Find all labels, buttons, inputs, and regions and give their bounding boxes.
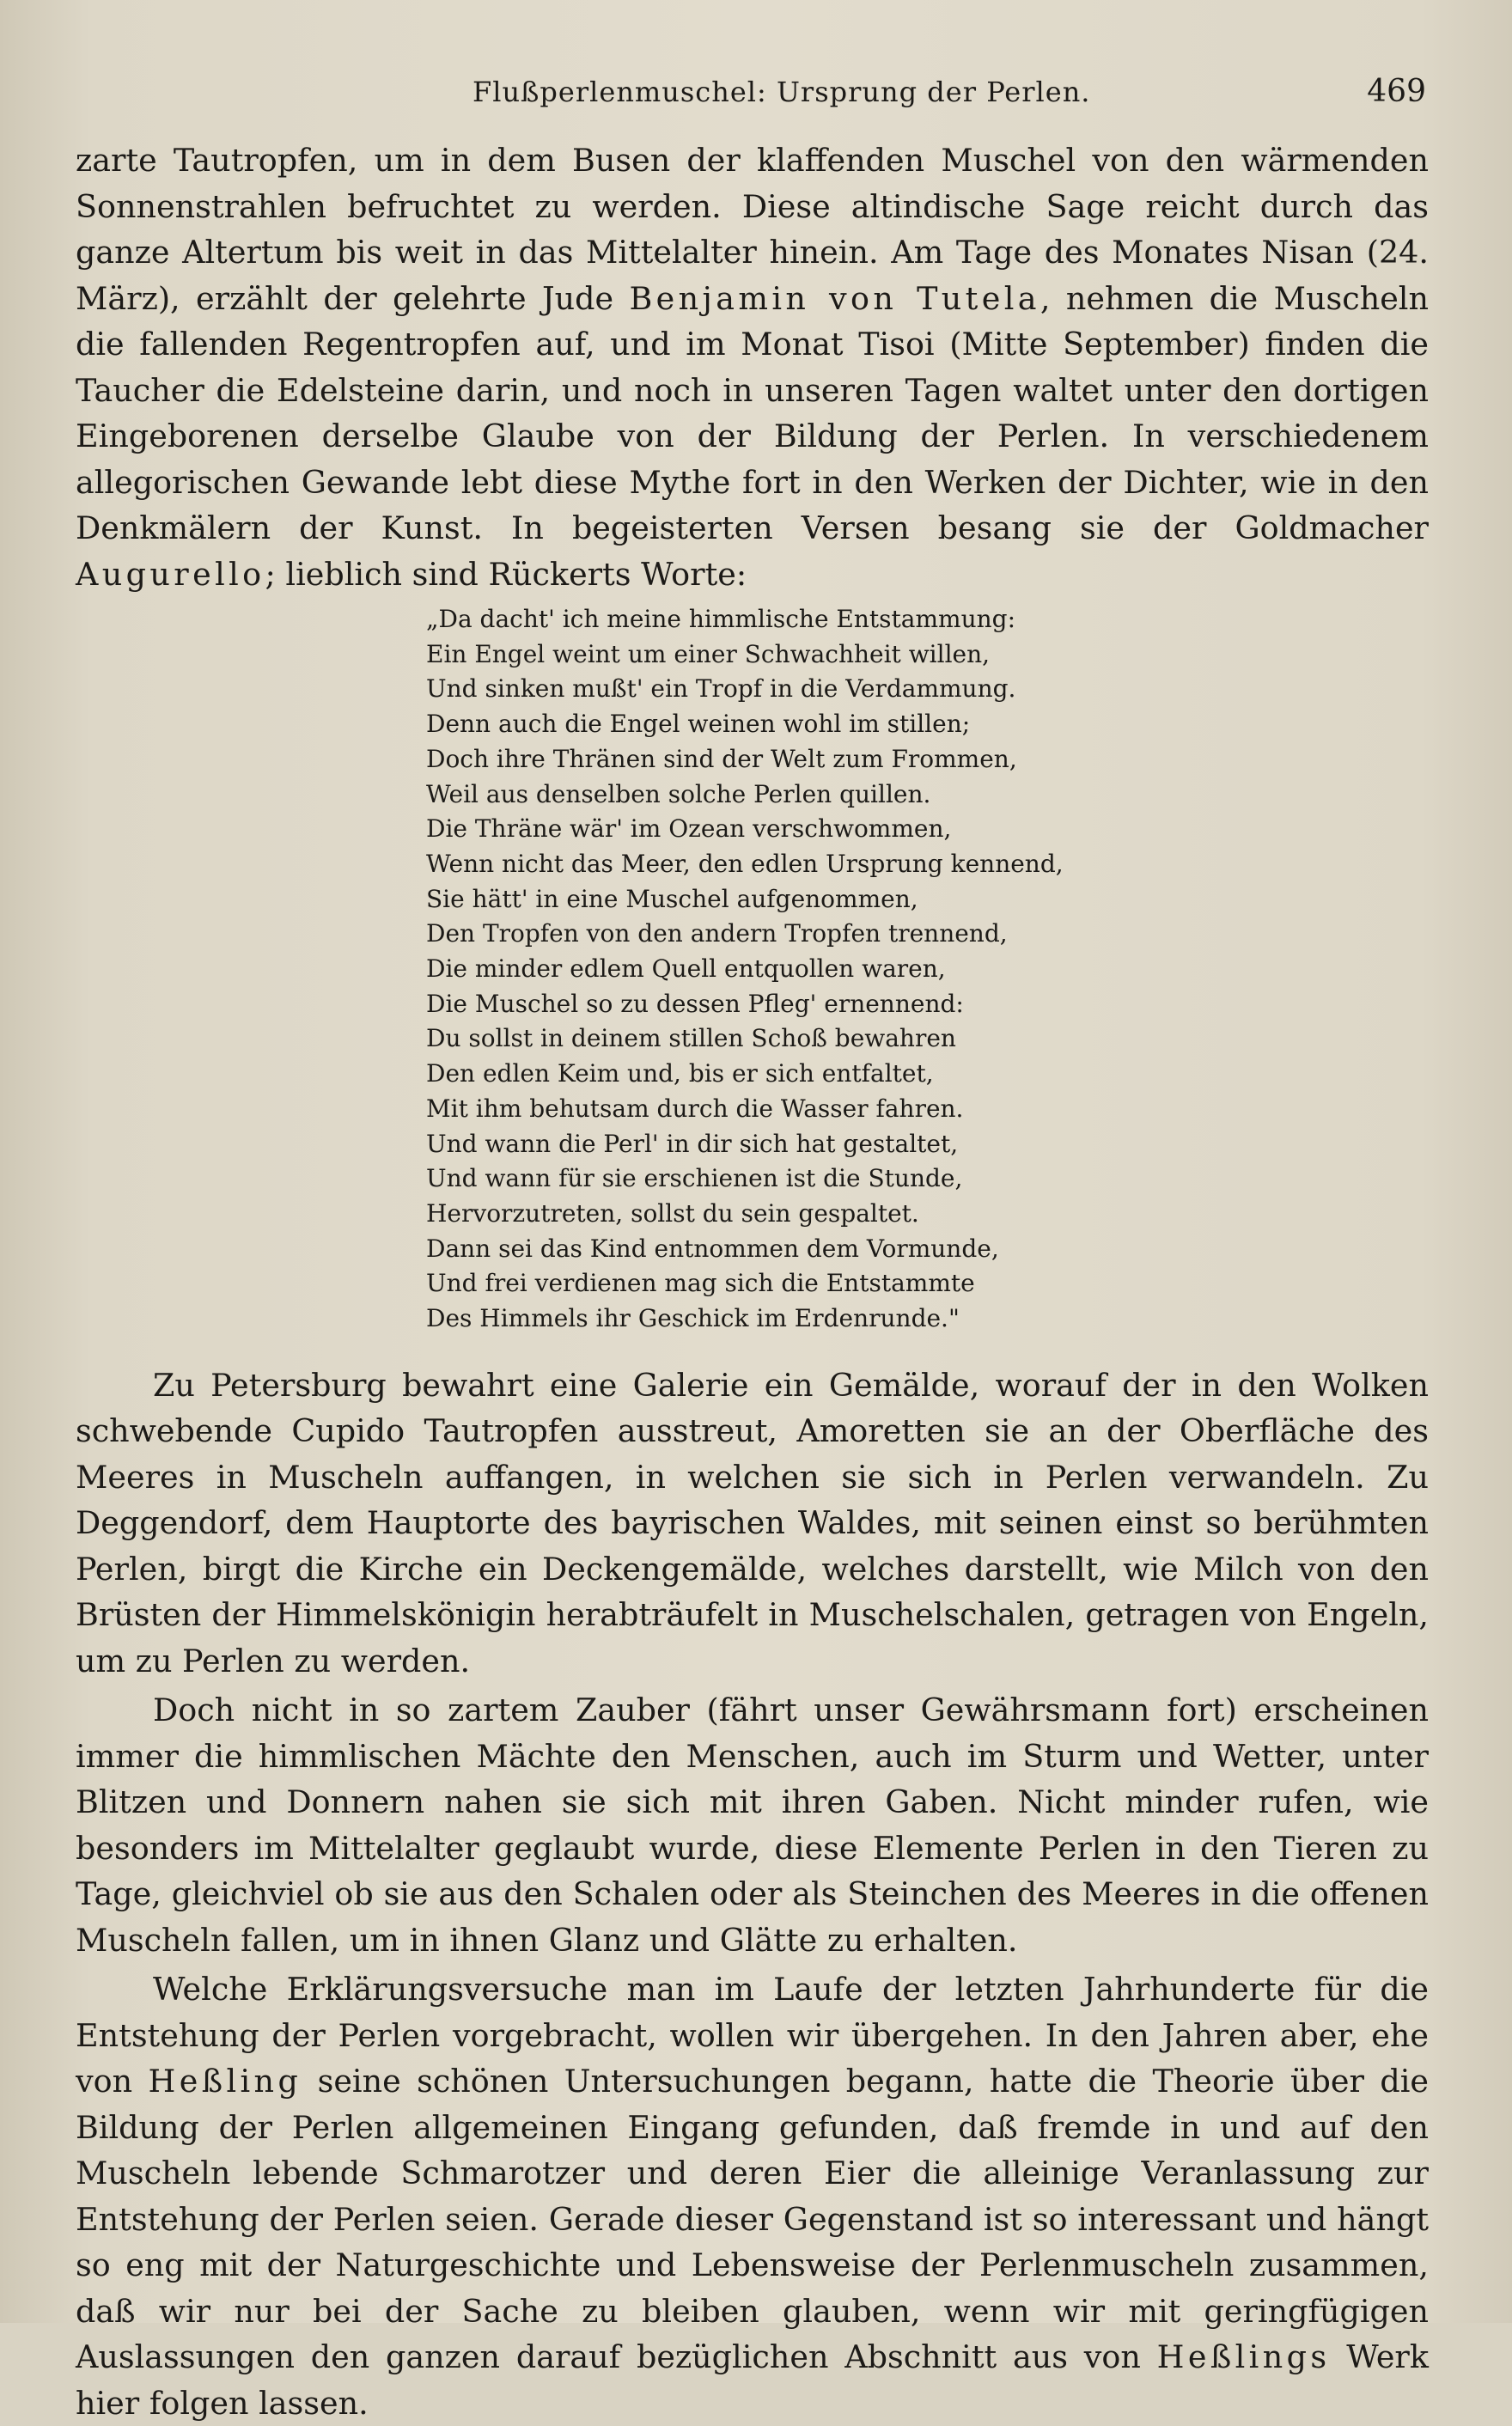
poem-line: Ein Engel weint um einer Schwachheit willen, bbox=[426, 639, 991, 668]
poem-line: Die minder edlem Quell entquollen waren, bbox=[426, 954, 946, 984]
poem-line: Den Tropfen von den andern Tropfen trennend, bbox=[426, 919, 1008, 948]
paragraph-intro bbox=[76, 137, 1429, 597]
paragraph-text: , nehmen die Muscheln die fallenden Regentropfen auf, und im Monat Tisoi (Mitte September) finden die Taucher die Edelsteine darin, und noch in unseren Tagen waltet unter den dortigen Eingeborenen derselbe Glaube von der Bildung der Perlen. In verschiedenem allegorischen Gewande lebt diese Mythe fort in den Werken der Dichter, wie in den Denkmälern der Kunst. In begeisterten Versen besang sie der Goldmacher bbox=[76, 279, 1429, 546]
page-header bbox=[77, 67, 1426, 119]
paragraph-weather: Doch nicht in so zartem Zauber (fährt unser Gewährsmann fort) erscheinen immer die himmlischen Mächte den Menschen, auch im Sturm und Wetter, unter Blitzen und Donnern nahen sie sich mit ihren Gaben. Nicht minder rufen, wie besonders im Mittelalter geglaubt wurde, diese Elemente Perlen in den Tieren zu Tage, gleichviel ob sie aus den Schalen oder als Steinchen des Meeres in die offenen Muscheln fallen, um in ihnen Glanz und Glätte zu erhalten. bbox=[76, 1691, 1429, 1959]
person-name-hessling: Heßling bbox=[148, 2063, 302, 2100]
poem-line: Mit ihm behutsam durch die Wasser fahren. bbox=[426, 1094, 964, 1123]
poem-line: Wenn nicht das Meer, den edlen Ursprung kennend, bbox=[426, 849, 1064, 878]
paragraph-text: zarte Tautropfen, um in dem Busen der klaffenden Muschel von den wärmenden Sonnenstrahlen befruchtet zu werden. Diese altindische Sage reicht durch das ganze Altertum bis weit in das Mittelalter hinein. Am Tage des Monates Nisan (24. März), erzählt der gelehrte Jude bbox=[76, 142, 1429, 317]
poem-line: Du sollst in deinem stillen Schoß bewahren bbox=[426, 1024, 956, 1053]
poem-line: Sie hätt' in eine Muschel aufgenommen, bbox=[426, 884, 918, 913]
poem-line: Die Thräne wär' im Ozean verschwommen, bbox=[426, 814, 952, 844]
poem-line: Weil aus denselben solche Perlen quillen. bbox=[426, 779, 931, 808]
poem-line: Den edlen Keim und, bis er sich entfaltet, bbox=[426, 1059, 934, 1088]
paragraph-theories bbox=[76, 1966, 1429, 2426]
person-name-hesslings: Heßlings bbox=[1156, 2338, 1331, 2376]
paragraph-text: ; lieblich sind Rückerts Worte: bbox=[265, 555, 747, 593]
poem-line: Doch ihre Thränen sind der Welt zum Frommen, bbox=[426, 744, 1017, 773]
person-name-augurello: Augurello bbox=[76, 555, 265, 593]
page-body bbox=[76, 137, 1429, 2426]
poem-line: Denn auch die Engel weinen wohl im stillen; bbox=[426, 710, 971, 739]
poem-line: Und wann die Perl' in dir sich hat gestaltet, bbox=[426, 1129, 959, 1158]
paragraph-text: Welche Erklärungsversuche man im Laufe der letzten Jahrhunderte für die Entstehung der Perlen vorgebracht, wollen wir übergehen. In den Jahren aber, ehe von bbox=[76, 1971, 1429, 2100]
poem-line: Und wann für sie erschienen ist die Stunde, bbox=[426, 1164, 963, 1193]
poem-quote bbox=[426, 602, 1429, 1337]
poem-line: Des Himmels ihr Geschick im Erdenrunde." bbox=[426, 1304, 960, 1333]
poem-line: Die Muschel so zu dessen Pfleg' ernennend: bbox=[426, 989, 964, 1018]
poem-line: „Da dacht' ich meine himmlische Entstammung: bbox=[426, 605, 1015, 633]
poem-line: Dann sei das Kind entnommen dem Vormunde, bbox=[426, 1234, 999, 1263]
running-title: Flußperlenmuschel: Ursprung der Perlen. bbox=[472, 76, 1091, 108]
poem-line: Hervorzutreten, sollst du sein gespaltet. bbox=[426, 1198, 919, 1228]
poem-line: Und sinken mußt' ein Tropf in die Verdammung. bbox=[426, 674, 1016, 704]
paragraph-text: Werk hier folgen lassen. bbox=[76, 2338, 1429, 2422]
paragraph-text: seine schönen Untersuchungen begann, hatte die Theorie über die Bildung der Perlen allgemeinen Eingang gefunden, daß fremde in und auf den Muscheln lebende Schmarotzer und deren Eier die alleinige Veranlassung zur Entstehung der Perlen seien. Gerade dieser Gegenstand ist so interessant und hängt so eng mit der Naturgeschichte und Lebensweise der Perlenmuscheln zusammen, daß wir nur bei der Sache zu bleiben glauben, wenn wir mit geringfügigen Auslassungen den ganzen darauf bezüglichen Abschnitt aus von bbox=[76, 2063, 1429, 2376]
poem-line: Und frei verdienen mag sich die Entstammte bbox=[426, 1269, 975, 1298]
page-number: 469 bbox=[1367, 74, 1426, 109]
person-name-benjamin: Benjamin von Tutela bbox=[629, 279, 1040, 317]
paragraph-petersburg: Zu Petersburg bewahrt eine Galerie ein Gemälde, worauf der in den Wolken schwebende Cupido Tautropfen ausstreut, Amoretten sie an der Oberfläche des Meeres in Muscheln auffangen, in welchen sie sich in Perlen verwandeln. Zu Deggendorf, dem Hauptorte des bayrischen Waldes, mit seinen einst so berühmten Perlen, birgt die Kirche ein Deckengemälde, welches darstellt, wie Milch von den Brüsten der Himmelskönigin herabträufelt in Muschelschalen, getragen von Engeln, um zu Perlen zu werden. bbox=[76, 1366, 1429, 1679]
